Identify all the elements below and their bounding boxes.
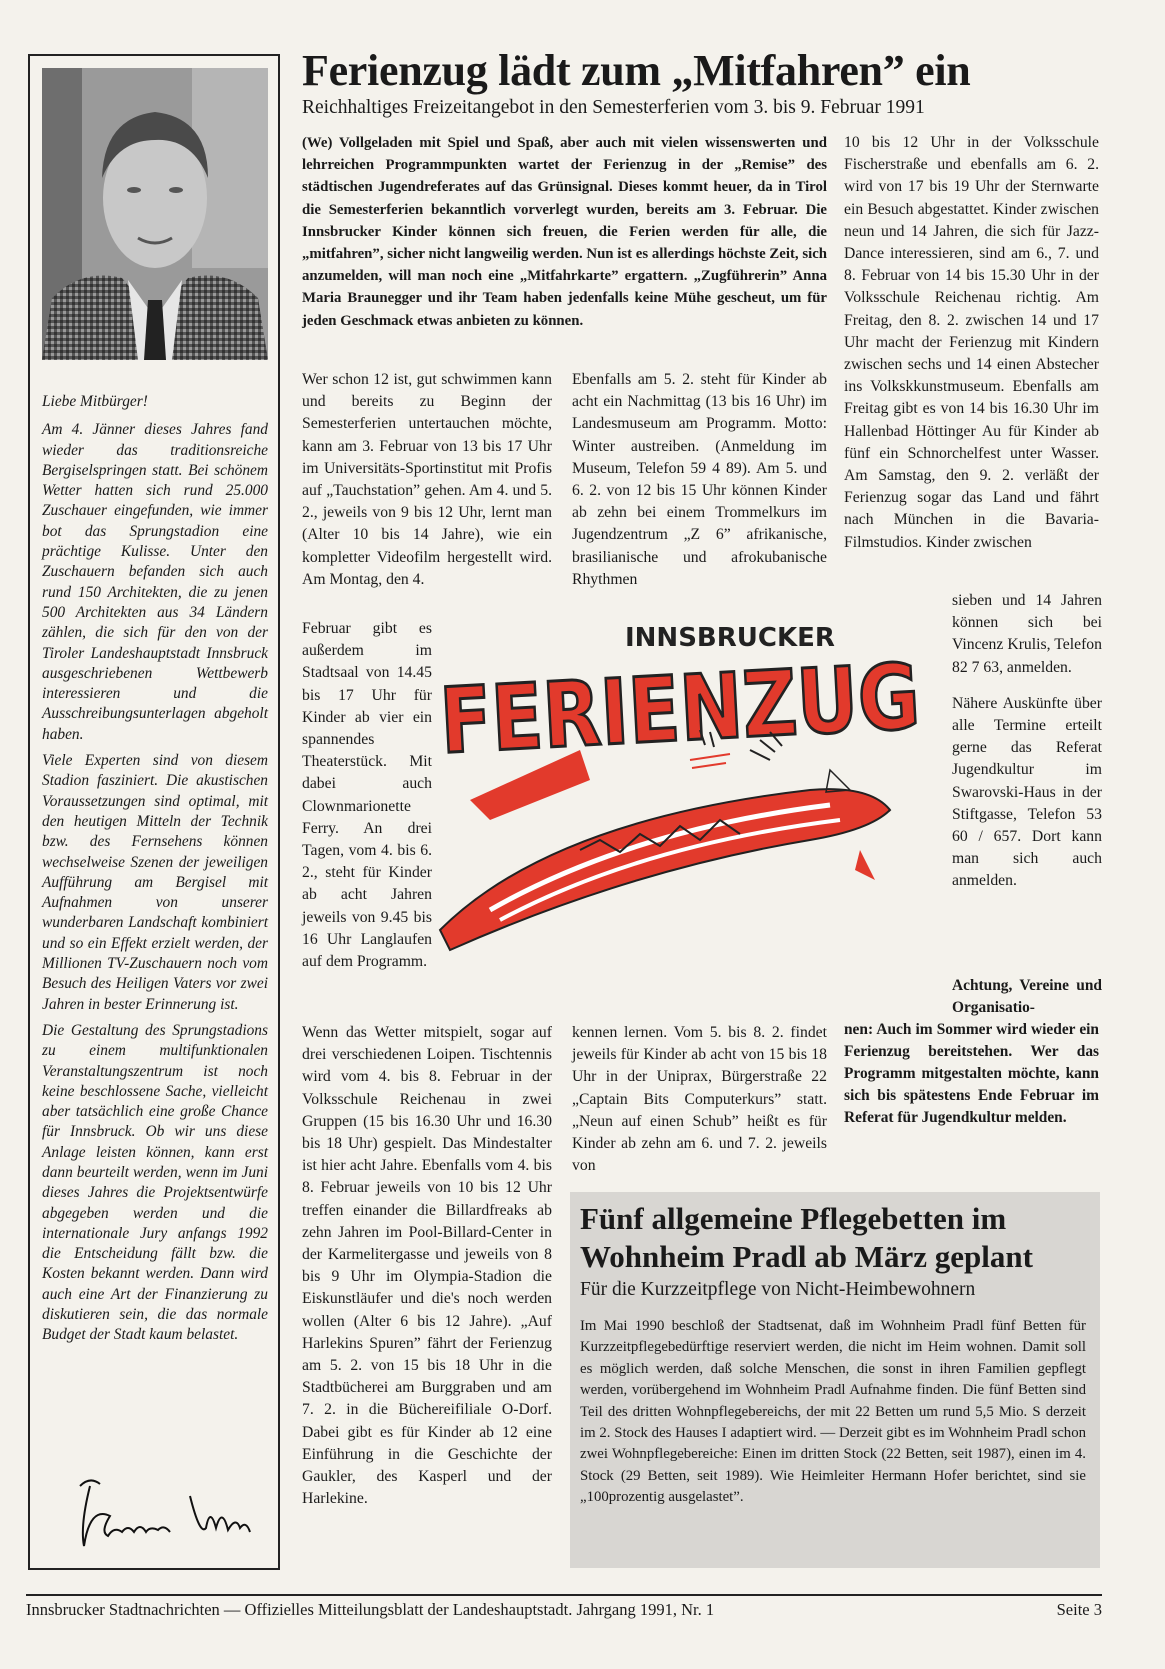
box-title: Fünf allgemeine Pflegebetten im Wohnheim Pradl ab März geplant — [580, 1201, 1033, 1274]
column-3-info: Nähere Auskünfte über alle Termine erteilt gerne das Referat Jugendkultur im Swarovski-Haus in der Stiftgasse, Telefon 53 60 / 657. Dort kann man sich auch anmelden. — [952, 694, 1102, 890]
ferienzug-illustration — [430, 620, 940, 960]
notice-body: nen: Auch im Sommer wird wieder ein Ferienzug bereitstehen. Wer das Programm mitgestalten möchte, kann sich bis spätestens Ende Februar im Referat für Jugendkultur melden. — [844, 1021, 1099, 1126]
page-footer — [26, 1599, 1102, 1621]
article-column-1-narrow: Februar gibt es außerdem im Stadtsaal von 14.45 bis 17 Uhr für Kinder ab vier ein spannendes Theaterstück. Mit dabei auch Clownmarionette Ferry. An drei Tagen, vom 4. bis 6. 2., steht für Kinder ab acht Jahren jeweils von 9.45 bis 16 Uhr Langlaufen auf dem Programm. — [302, 620, 432, 971]
footer-page-number: Seite 3 — [1056, 1600, 1102, 1619]
illustration-logo-text: FERIENZUG — [437, 639, 940, 775]
article-column-2-top: Ebenfalls am 5. 2. steht für Kinder ab acht ein Nachmittag (13 bis 16 Uhr) im Landesmuseum am Programm. Motto: Winter austreiben. (Anmeldung im Museum, Telefon 59 4 89). Am 5. und 6. 2. von 12 bis 15 Uhr können Kinder ab zehn bei einem Trommelkurs im Jugendzentrum „Z 6” afrikanische, brasilianische und afrokubanische Rhythmen — [572, 371, 827, 588]
illustration-top-text: INNSBRUCKER — [625, 623, 835, 653]
article-column-2-bottom: kennen lernen. Vom 5. bis 8. 2. findet jeweils für Kinder ab acht von 15 bis 18 Uhr in der Uniprax, Bürgerstraße 22 „Captain Bits Computerkurs” statt. „Neun auf einen Schub” heißt es für Kinder ab zehn am 6. und 7. 2. jeweils von — [572, 1024, 827, 1175]
pflegebetten-box — [570, 1192, 1100, 1568]
article-column-3-narrow — [952, 590, 1102, 893]
column-3-registration: sieben und 14 Jahren können sich bei Vincenz Krulis, Telefon 82 7 63, anmelden. — [952, 592, 1102, 676]
letter-paragraph: Die Gestaltung des Sprungstadions zu einem multifunktionalen Veranstaltungszentrum ist noch keine beschlossene Sache, vielleicht aber tatsächlich eine große Chance für Innsbruck. Ob wir uns diese Anlage leisten können, kann erst dann beurteilt werden, wenn im Juni dieses Jahres die Projektsentwürfe abgegeben werden und die internationale Jury anfangs 1992 die Entscheidung fällt bzw. die Kosten bekannt werden. Dann wird auch eine Art der Finanzierung zu diskutieren sein, die das normale Budget der Stadt kaum belastet. — [42, 1021, 268, 1344]
article-column-1-bottom: Wenn das Wetter mitspielt, sogar auf drei verschiedenen Loipen. Tischtennis wird vom 4. bis 8. Februar in der Volksschule Reichenau in zwei Gruppen (15 bis 16.30 Uhr und 16.30 bis 18 Uhr) gespielt. Das Mindestalter ist hier acht Jahre. Ebenfalls vom 4. bis 8. Februar jeweils von 10 bis 12 Uhr treffen einander die Billardfreaks ab zehn Jahren im Pool-Billard-Center in der Karmelitergasse und jeweils von 8 bis 9 Uhr im Olympia-Stadion die Eiskunstläufer und die's noch werden wollen (Alter 6 bis 12 Jahre). „Auf Harlekins Spuren” fährt der Ferienzug am 5. 2. von 15 bis 18 Uhr in die Stadtbücherei am Burggraben und am 7. 2. in die Büchereifiliale O-Dorf. Dabei gibt es für Kinder ab 12 eine Einführung in die Geschichte der Gaukler, des Kasperl und der Harlekine. — [302, 1024, 552, 1508]
signature — [50, 1466, 260, 1556]
mayor-portrait-photo — [42, 68, 268, 360]
notice-heading: Achtung, Vereine und Organisatio- — [952, 977, 1102, 1016]
footer-publication: Innsbrucker Stadtnachrichten — Offizielles Mitteilungsblatt der Landeshauptstadt. Jahrgang 1991, Nr. 1 — [26, 1600, 715, 1619]
box-subtitle: Für die Kurzzeitpflege von Nicht-Heimbewohnern — [580, 1279, 976, 1300]
article-column-3-top: 10 bis 12 Uhr in der Volksschule Fischerstraße und ebenfalls am 6. 2. wird von 17 bis 19 Uhr der Sternwarte ein Besuch abgestattet. Kinder zwischen neun und 14 Jahren, die sich für Jazz-Dance interessieren, sind am 6., 7. und 8. Februar von 14 bis 15.30 Uhr in der Volksschule Reichenau richtig. Am Freitag, den 8. 2. zwischen 14 und 17 Uhr macht der Ferienzug mit Kindern zwischen sechs und 14 einen Abstecher ins Volkskkunstmuseum. Ebenfalls am Freitag gibt es von 14 bis 16.30 Uhr im Hallenbad Höttinger Au für Kinder ab fünf ein Schnorchelfest unter Wasser. Am Samstag, den 9. 2. verläßt der Ferienzug sogar das Land und fährt nach München in die Bavaria-Filmstudios. Kinder zwischen — [844, 134, 1099, 551]
box-body: Im Mai 1990 beschloß der Stadtsenat, daß im Wohnheim Pradl fünf Betten für Kurzzeitpflegebedürftige reserviert werden, die nicht im Heim wohnen. Damit soll es möglich werden, daß solche Menschen, die sonst in ihren Familien gepflegt werden, vorübergehend im Wohnheim Pradl Aufnahme finden. Die fünf Betten sind Teil des dritten Wohnpflegebereichs, der mit 22 Betten um rund 5,5 Mio. S derzeit im 2. Stock des Hauses I adaptiert wird. — Derzeit gibt es im Wohnheim Pradl schon zwei Wohnpflegebereiche: Einen im dritten Stock (22 Betten, seit 1987), einen im 4. Stock (29 Betten, seit 1989). Wie Heimleiter Hermann Hofer berichtet, sind sie „100prozentig ausgelastet”. — [580, 1318, 1086, 1506]
article-intro: (We) Vollgeladen mit Spiel und Spaß, aber auch mit vielen wissenswerten und lehrreichen Programmpunkten wartet der Ferienzug in der „Remise” des städtischen Jugendreferates auf das Grünsignal. Dieses kommt heuer, da in Tirol die Semesterferien bekanntlich vorverlegt wurden, bereits am 3. Februar. Die Innsbrucker Kinder können sich freuen, die Ferien werden für alle, die „mitfahren”, sicher nicht langweilig werden. Nun ist es allerdings höchste Zeit, sich anzumelden, will man noch eine „Mitfahrkarte” ergattern. „Zugführerin” Anna Maria Braunegger und ihr Team haben jedenfalls keine Mühe gescheut, um für jeden Geschmack etwas anbieten zu können. — [302, 135, 827, 329]
letter-paragraph: Am 4. Jänner dieses Jahres fand wieder das traditionsreiche Bergiselspringen statt. Bei schönem Wetter hatten sich rund 25.000 Zuschauer eingefunden, wie immer bot das Sprungstadion eine prächtige Kulisse. Unter den Zuschauern befanden sich auch rund 150 Architekten, die zu jenen 500 Architekten aus 34 Ländern zählen, die sich für den von der Tiroler Landeshauptstadt Innsbruck ausgeschriebenen Wettbewerb interessieren und die Ausschreibungsunterlagen abgeholt haben. — [42, 421, 268, 743]
article-column-1-top: Wer schon 12 ist, gut schwimmen kann und bereits zu Beginn der Semesterferien untertauchen möchte, kann am 3. Februar von 13 bis 17 Uhr im Universitäts-Sportinstitut mit Profis auf „Tauchstation” gehen. Am 4. und 5. 2., jeweils von 9 bis 12 Uhr, lernt man (Alter 10 bis 14 Jahre), wie ein kompletter Videofilm hergestellt wird. Am Montag, den 4. — [302, 371, 552, 588]
letter-paragraph: Viele Experten sind von diesem Stadion fasziniert. Die akustischen Voraussetzungen sind optimal, mit den heutigen Mitteln der Technik bzw. des Fernsehens können wechselweise Szenen der jeweiligen Aufführung am Bergisel mit Aufnahmen von unserer wunderbaren Landschaft kombiniert und so ein Effekt erzielt werden, der Millionen TV-Zuschauern noch vom Besuch des Heiligen Vaters vor zwei Jahren in bester Erinnerung ist. — [42, 752, 268, 1013]
article-subhead: Reichhaltiges Freizeitangebot in den Semesterferien vom 3. bis 9. Februar 1991 — [302, 97, 925, 118]
mayor-letter — [42, 392, 268, 1352]
letter-greeting: Liebe Mitbürger! — [42, 393, 148, 410]
footer-rule — [26, 1594, 1102, 1596]
article-headline: Ferienzug lädt zum „Mitfahren” ein — [302, 46, 971, 95]
mayor-letter-box — [28, 54, 280, 1570]
